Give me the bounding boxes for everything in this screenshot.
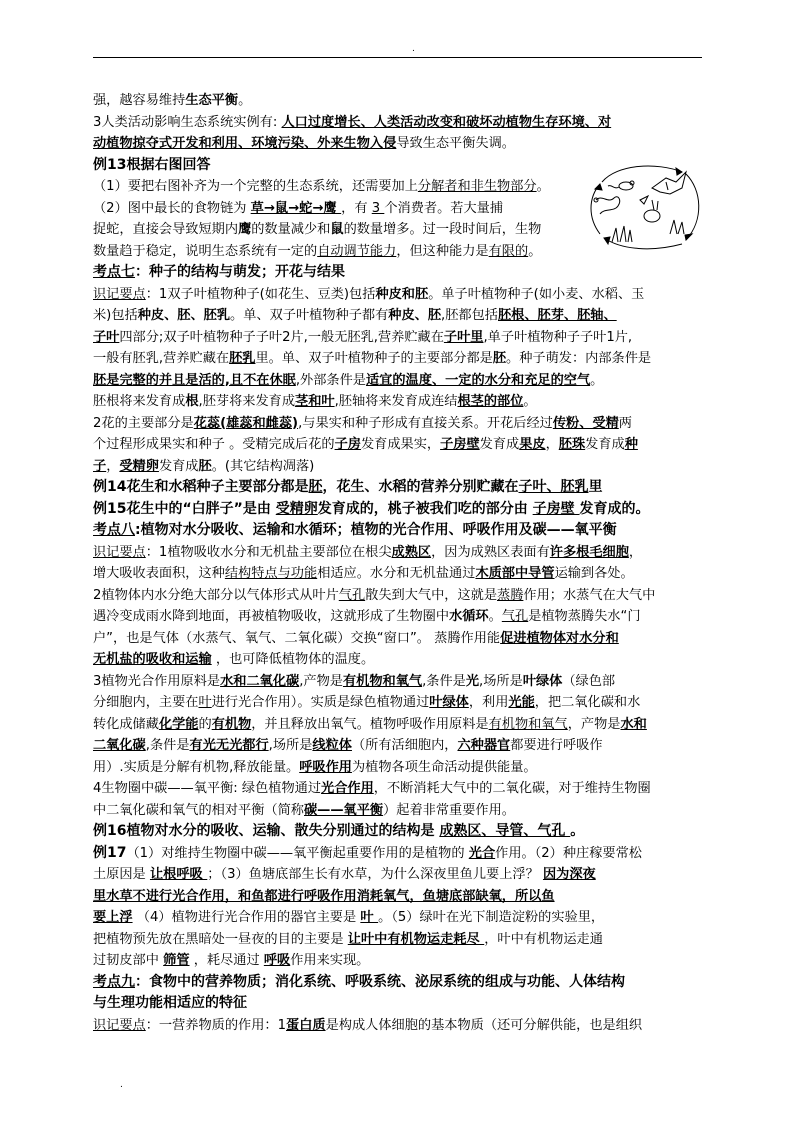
footer-dot: . xyxy=(120,1080,123,1090)
text-segment: 胚根、胚芽、胚轴、 xyxy=(497,308,617,323)
text-segment: 分解者和非生物部分 xyxy=(417,179,537,194)
text-segment: 许多根毛细胞 xyxy=(549,544,629,560)
text-segment: ,产物是 xyxy=(299,673,343,689)
text-segment: 过韧皮部中 xyxy=(93,953,164,968)
text-line xyxy=(93,585,702,607)
text-segment: 。 xyxy=(523,394,537,409)
text-segment: 胚根将来发育成 xyxy=(93,394,186,409)
text-line xyxy=(93,520,702,542)
text-segment: ，产物是 xyxy=(567,716,621,732)
text-segment: 分细胞内，主要在 xyxy=(93,695,199,710)
text-segment: 中二氧化碳和氧气的相对平衡（简称 xyxy=(93,802,304,818)
text-segment: 2花的主要部分是 xyxy=(93,415,194,431)
text-segment: 二氧化碳 xyxy=(93,738,146,753)
text-segment: 识记要点 xyxy=(93,286,146,302)
text-segment: ，因为成熟区表面有 xyxy=(431,544,550,560)
text-segment: 的 xyxy=(198,716,212,732)
text-line xyxy=(93,1015,702,1037)
text-segment: ,胚轴将来发育成连结 xyxy=(334,394,458,409)
text-segment: （绿色部 xyxy=(562,673,616,689)
text-segment: 一般有胚乳,营养贮藏在 xyxy=(93,351,230,366)
text-segment: 识记要点 xyxy=(93,1017,146,1033)
text-segment: （1）要把右图补齐为一个完整的生态系统，还需要加上 xyxy=(93,179,418,194)
text-segment: 里 xyxy=(588,479,603,495)
text-segment: 光 xyxy=(465,673,480,689)
text-segment: ,条件是 xyxy=(422,673,466,689)
text-segment: 茎和叶 xyxy=(295,394,335,409)
text-segment: 人口过度增长、人类活动改变和破坏动植物生存环境、对 xyxy=(281,114,612,130)
text-segment: ：食物中的营养物质；消化系统、呼吸系统、泌尿系统的组成与功能、人体结构 xyxy=(135,973,625,990)
text-segment: ，不断消耗大气中的二氧化碳，对于维持生物圈 xyxy=(373,781,651,796)
text-segment: 有机物和氧气 xyxy=(488,716,568,732)
text-segment: ,胚芽将来发育成 xyxy=(198,394,296,409)
text-segment: 呼吸作用 xyxy=(299,759,352,775)
text-segment: 有机物和氧气 xyxy=(342,673,423,689)
text-segment: 4生物圈中碳——氧平衡: 绿色植物通过 xyxy=(93,781,322,796)
text-line xyxy=(93,262,702,284)
text-segment: 。单、双子叶植物种子都有 xyxy=(230,308,389,323)
food-web-illustration xyxy=(582,160,707,252)
text-line xyxy=(93,628,702,650)
text-segment: 米)包括 xyxy=(93,308,138,323)
text-line xyxy=(93,671,702,693)
text-segment: 水和 xyxy=(620,716,647,732)
text-line xyxy=(93,692,702,714)
text-segment: 让叶中有机物运走耗尽 xyxy=(347,931,485,947)
text-segment: 的数量减少和 xyxy=(251,222,331,237)
text-segment: 是构成人体细胞的基本物质（还可分解供能，也是组织 xyxy=(325,1017,643,1033)
text-segment: 个消费者。若大量捕 xyxy=(384,200,504,216)
text-line xyxy=(93,327,702,349)
text-line xyxy=(93,434,702,456)
text-segment: 考点七 xyxy=(93,264,135,280)
text-segment: 考点八 xyxy=(93,522,135,538)
text-segment: 作用；水蒸气在大气中 xyxy=(523,587,656,603)
text-line xyxy=(93,133,702,155)
text-segment: :植物对水分吸收、运输和水循环；植物的光合作用、呼吸作用及碳——氧平衡 xyxy=(135,522,617,538)
text-segment: （1）对维持生物圈中碳——氧平衡起重要作用的是植物的 xyxy=(126,845,469,861)
text-segment: 子叶里 xyxy=(443,329,484,345)
text-segment: 线粒体 xyxy=(312,738,352,753)
text-segment: 。单子叶植物种子(如小麦、水稻、玉 xyxy=(428,286,645,302)
text-segment: 遇冷变成雨水降到地面，再被植物吸收，这就形成了生物圈中 xyxy=(93,609,450,624)
text-segment: 子房壁 xyxy=(532,500,580,517)
text-segment: 花蕊(雄蕊和雌蕊) xyxy=(193,415,299,431)
text-segment: 叶 xyxy=(198,695,212,710)
text-segment: 自动调节能力 xyxy=(317,243,397,259)
text-segment: 相适应。水分和无机盐通过 xyxy=(317,566,476,581)
text-segment: ）起着非常重要作用。 xyxy=(383,802,515,818)
text-segment: ,条件是 xyxy=(145,738,190,753)
text-line xyxy=(93,370,702,392)
text-segment: 例16植物对水分的吸收、运输、散失分别通过的结构是 xyxy=(93,823,440,839)
text-segment: 散失到大气中，这就是 xyxy=(365,587,498,603)
text-segment: 。种子萌发：内部条件是 xyxy=(506,351,652,366)
text-segment: 呼吸 xyxy=(263,953,291,968)
text-segment: ，耗尽通过 xyxy=(189,953,264,968)
text-segment: 里。单、双子叶植物种子的主要部分都是 xyxy=(255,351,493,366)
text-segment: 。（5）绿叶在光下制造淀粉的实验里， xyxy=(378,910,605,925)
text-segment: 有光无光都行 xyxy=(189,738,269,753)
text-line xyxy=(93,413,702,435)
text-line xyxy=(93,843,702,865)
text-segment: 发育成果实， xyxy=(360,437,441,452)
text-segment: 四部分;双子叶植物种子子叶2片,一般无胚乳,营养贮藏在 xyxy=(119,329,444,345)
text-segment: 。 xyxy=(488,609,502,624)
text-line xyxy=(93,456,702,478)
text-segment: 作用。（2）种庄稼要常松 xyxy=(495,845,642,861)
text-line xyxy=(93,112,702,134)
text-segment: ,场所是 xyxy=(268,738,313,753)
text-segment: 草→鼠→蛇→鹰 xyxy=(250,200,342,216)
text-segment: 发育成 xyxy=(158,458,199,474)
text-line xyxy=(93,972,702,994)
text-segment: ， xyxy=(628,544,643,560)
text-segment: 种皮、胚、胚乳 xyxy=(137,308,231,323)
text-segment: 根 xyxy=(185,394,199,409)
text-segment: 叶绿体 xyxy=(429,695,469,710)
text-segment: 成熟区 xyxy=(391,544,432,560)
text-segment: 2植物体内水分绝大部分以气体形式从叶片 xyxy=(93,587,339,603)
text-segment: ，有 xyxy=(341,200,372,216)
text-segment: 木质部中导管 xyxy=(475,566,555,581)
text-segment: 蒸腾 xyxy=(497,587,524,603)
text-segment: 转化成储藏 xyxy=(93,716,159,732)
text-segment: 。 xyxy=(570,823,585,839)
text-segment: 例17 xyxy=(93,844,127,861)
text-segment: 个过程形成果实和种子 。受精完成后花的 xyxy=(93,437,335,452)
text-line xyxy=(93,821,702,843)
text-segment: 生态平衡 xyxy=(185,93,239,108)
header-rule xyxy=(93,57,702,58)
text-line xyxy=(93,735,702,757)
text-segment: 水循环 xyxy=(449,609,489,624)
text-segment: 土原因是 xyxy=(93,867,150,882)
text-segment: ，花生、水稻的营养分别贮藏在 xyxy=(322,479,519,495)
text-segment: 因为深夜 xyxy=(542,867,596,882)
text-segment: 3植物光合作用原料是 xyxy=(93,673,221,689)
text-segment: 数量趋于稳定，说明生态系统有一定的 xyxy=(93,243,318,259)
text-segment: ：1植物吸收水分和无机盐主要部位在根尖 xyxy=(145,544,392,560)
text-segment: ,胚都包括 xyxy=(441,308,498,323)
text-segment: 碳——氧平衡 xyxy=(304,802,384,818)
text-line xyxy=(93,499,702,521)
text-segment: 。 xyxy=(536,179,550,194)
text-segment: 叶绿体 xyxy=(522,673,563,689)
text-segment: 光能 xyxy=(508,695,535,710)
text-segment: 胚 xyxy=(492,351,507,366)
text-segment: ， xyxy=(106,458,120,474)
text-segment: 胚珠 xyxy=(558,437,586,452)
text-segment: 让根呼吸 xyxy=(149,867,208,882)
header-dot: . xyxy=(412,44,415,54)
text-line xyxy=(93,993,702,1015)
text-segment: 胚 xyxy=(308,479,323,495)
text-segment: 。 xyxy=(528,243,542,259)
text-segment: 动植物掠夺式开发和利用、环境污染、外来生物入侵 xyxy=(93,136,397,151)
text-segment: 发育成 xyxy=(479,437,520,452)
text-segment: ，但这种能力是 xyxy=(396,243,489,259)
text-segment: 作用来实现。 xyxy=(290,953,370,968)
text-segment: （4）植物进行光合作用的器官主要是 xyxy=(132,910,361,925)
text-line xyxy=(93,864,702,886)
text-segment: 为植物各项生命活动提供能量。 xyxy=(351,759,537,775)
text-segment: 蛋白质 xyxy=(286,1017,326,1033)
text-segment: 子叶 xyxy=(93,329,120,345)
text-segment: 发育成的。 xyxy=(579,500,650,517)
text-segment: 水和二氧化碳 xyxy=(220,673,300,689)
text-line xyxy=(93,542,702,564)
text-segment: 的数量增多。过一段时间后，生物 xyxy=(343,222,542,237)
text-line xyxy=(93,477,702,499)
text-segment: 胚 xyxy=(198,458,212,474)
text-segment: 。 xyxy=(590,372,604,388)
text-line xyxy=(93,929,702,951)
text-line xyxy=(93,886,702,908)
text-segment: 导致生态平衡失调。 xyxy=(396,136,515,151)
text-segment: ,外部条件是 xyxy=(295,372,366,388)
text-segment: 子房壁 xyxy=(440,437,480,452)
text-segment: 受精卵 xyxy=(119,458,159,474)
text-segment: 子叶、胚乳 xyxy=(518,479,589,495)
text-segment: 化学能 xyxy=(158,716,199,732)
text-segment: 子 xyxy=(93,458,107,474)
text-segment: 光合作用 xyxy=(321,781,374,796)
text-segment: 有机物 xyxy=(211,716,252,732)
text-segment: 要上浮 xyxy=(93,910,133,925)
text-segment: ：1双子叶植物种子(如花生、豆类)包括 xyxy=(145,286,376,302)
text-segment: 种皮、胚 xyxy=(388,308,442,323)
text-segment: ，叶中有机物运走通 xyxy=(484,931,603,947)
text-segment: 受精卵 xyxy=(275,500,318,517)
text-segment: ， xyxy=(545,437,559,452)
text-line xyxy=(93,950,702,972)
text-segment: 筛管 xyxy=(163,953,190,968)
text-segment: 果皮 xyxy=(519,437,546,452)
text-segment: 叶 xyxy=(360,910,379,925)
text-line xyxy=(93,90,702,112)
text-segment: ；（3）鱼塘底部生长有水草，为什么深夜里鱼儿要上浮？ xyxy=(207,867,543,882)
text-segment: （2）图中最长的食物链为 xyxy=(93,200,251,216)
text-line xyxy=(93,348,702,370)
text-segment: 光合 xyxy=(468,845,496,861)
text-segment: 无机盐的吸收和运输 xyxy=(93,652,212,667)
text-segment: ,单子叶植物种子子叶1片, xyxy=(483,329,633,345)
text-line xyxy=(93,606,702,628)
text-segment: ,与果实和种子形成有直接关系。开花后经过 xyxy=(298,415,553,431)
text-line xyxy=(93,757,702,779)
text-segment: 例14花生和水稻种子主要部分都是 xyxy=(93,479,309,495)
text-segment: 种 xyxy=(624,437,638,452)
text-segment: 成熟区、导管、气孔 xyxy=(439,823,571,839)
text-line xyxy=(93,778,702,800)
text-line xyxy=(93,907,702,929)
text-segment: 捉蛇，直接会导致短期内 xyxy=(93,222,239,237)
text-segment: 强，越容易维持 xyxy=(93,93,186,108)
text-segment: 鼠 xyxy=(330,222,344,237)
text-segment: 与生理功能相适应的特征 xyxy=(93,995,247,1011)
text-segment: 鹰 xyxy=(238,222,252,237)
text-segment: 增大吸收表面积，这种 xyxy=(93,566,225,581)
text-line xyxy=(93,649,702,671)
text-segment: 六种器官 xyxy=(457,738,511,753)
text-segment: 促进植物体对水分和 xyxy=(500,630,619,646)
text-segment: 用）.实质是分解有机物,释放能量。 xyxy=(93,759,300,775)
text-line xyxy=(93,284,702,306)
text-segment: 3 xyxy=(371,200,385,216)
text-segment: 把植物预先放在黑暗处一昼夜的目的主要是 xyxy=(93,931,348,947)
text-segment: 胚是完整的并且是活的,且不在休眠 xyxy=(93,372,296,388)
text-segment: 运输到各处。 xyxy=(554,566,634,581)
text-segment: ：种子的结构与萌发；开花与结果 xyxy=(135,264,345,280)
text-segment: 气孔 xyxy=(501,609,529,624)
text-segment: 发育成的，桃子被我们吃的部分由 xyxy=(317,500,533,517)
text-line xyxy=(93,391,702,413)
text-segment: 考点九 xyxy=(93,973,135,990)
text-segment: 气孔 xyxy=(338,587,366,603)
text-segment: 胚乳 xyxy=(229,351,256,366)
text-segment: 进行光合作用）。实质是绿色植物通过 xyxy=(211,695,430,710)
text-segment: 。(其它结构凋落) xyxy=(211,458,315,474)
text-segment: 是植物蒸腾失水“门 xyxy=(528,609,641,624)
text-segment: ，把二氧化碳和水 xyxy=(534,695,641,710)
text-line xyxy=(93,305,702,327)
text-segment: 例13根据右图回答 xyxy=(93,156,211,173)
text-segment: 例15花生中的“白胖子”是由 xyxy=(93,500,276,517)
text-line xyxy=(93,800,702,822)
text-segment: 都要进行呼吸作 xyxy=(510,738,603,753)
text-segment: 有限的 xyxy=(488,243,529,259)
text-segment: 子房 xyxy=(334,437,361,452)
text-segment: 发育成 xyxy=(585,437,625,452)
text-segment: 结构特点与功能 xyxy=(224,566,318,581)
text-segment: ：一营养物质的作用：1 xyxy=(145,1017,287,1033)
text-line xyxy=(93,563,702,585)
text-segment: 。 xyxy=(238,93,252,108)
text-segment: ，也可降低植物体的温度。 xyxy=(211,652,375,667)
text-segment: 里水草不进行光合作用，和鱼都进行呼吸作用消耗氧气，鱼塘底部缺氧，所以鱼 xyxy=(93,888,555,904)
text-segment: ，并且释放出氧气。植物呼吸作用原料是 xyxy=(251,716,489,732)
text-segment: 适宜的温度、一定的水分和充足的空气 xyxy=(365,372,591,388)
text-segment: 识记要点 xyxy=(93,544,146,560)
text-segment: 传粉、受精 xyxy=(552,415,619,431)
text-line xyxy=(93,714,702,736)
text-segment: ，利用 xyxy=(468,695,509,710)
text-segment: （所有活细胞内， xyxy=(351,738,458,753)
text-segment: 户”，也是气体（水蒸气、氧气、二氧化碳）交换“窗口”。 蒸腾作用能 xyxy=(93,630,501,646)
text-segment: 根茎的部位 xyxy=(457,394,524,409)
text-segment: 种皮和胚 xyxy=(375,286,429,302)
text-segment: ,场所是 xyxy=(479,673,523,689)
text-segment: 两 xyxy=(618,415,632,431)
text-segment: 3人类活动影响生态系统实例有: xyxy=(93,114,282,130)
